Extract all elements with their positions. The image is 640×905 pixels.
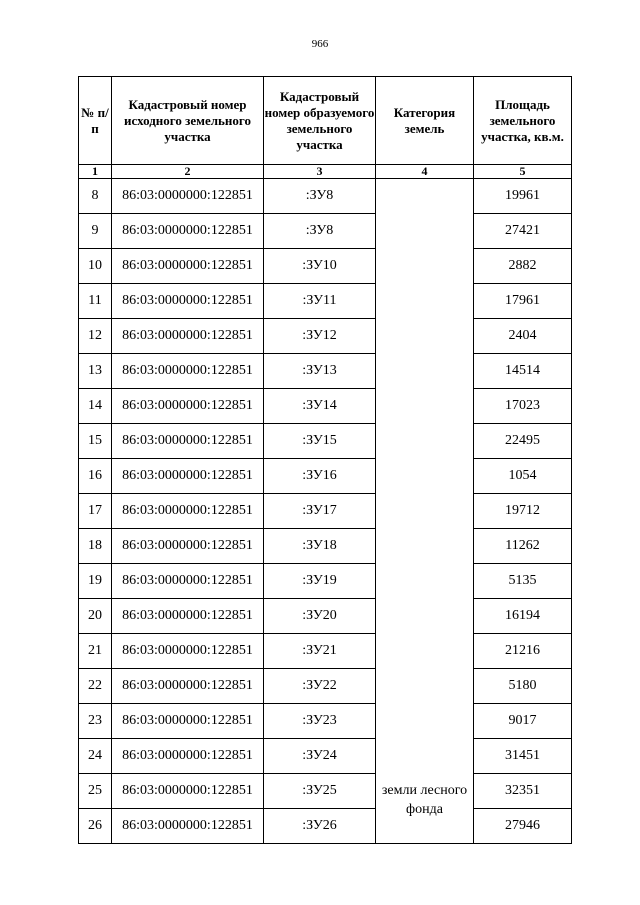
target-cadastral-number-cell: :ЗУ10 (264, 249, 376, 284)
area-cell: 27946 (474, 809, 572, 844)
table-row (79, 809, 572, 844)
table-row (79, 214, 572, 249)
source-cadastral-number-cell: 86:03:0000000:122851 (112, 669, 264, 704)
table-row (79, 529, 572, 564)
table-row (79, 354, 572, 389)
table-row (79, 564, 572, 599)
table-row (79, 459, 572, 494)
header-target-cadastral-number: Кадастровый номер образуемого земельного участка (264, 77, 376, 165)
table-row (79, 634, 572, 669)
row-number-cell: 24 (79, 739, 112, 774)
column-number: 5 (474, 165, 572, 179)
area-cell: 11262 (474, 529, 572, 564)
row-number-cell: 23 (79, 704, 112, 739)
area-cell: 9017 (474, 704, 572, 739)
column-number: 1 (79, 165, 112, 179)
source-cadastral-number-cell: 86:03:0000000:122851 (112, 774, 264, 809)
column-number: 2 (112, 165, 264, 179)
source-cadastral-number-cell: 86:03:0000000:122851 (112, 389, 264, 424)
target-cadastral-number-cell: :ЗУ16 (264, 459, 376, 494)
land-category-text: земли лесного фонда (381, 783, 468, 817)
row-number-cell: 8 (79, 179, 112, 214)
target-cadastral-number-cell: :ЗУ20 (264, 599, 376, 634)
target-cadastral-number-cell: :ЗУ8 (264, 214, 376, 249)
area-cell: 17961 (474, 284, 572, 319)
target-cadastral-number-cell: :ЗУ21 (264, 634, 376, 669)
table-body (79, 179, 572, 844)
row-number-cell: 26 (79, 809, 112, 844)
area-cell: 21216 (474, 634, 572, 669)
column-number: 4 (376, 165, 474, 179)
source-cadastral-number-cell: 86:03:0000000:122851 (112, 459, 264, 494)
area-cell: 22495 (474, 424, 572, 459)
table-row (79, 494, 572, 529)
target-cadastral-number-cell: :ЗУ23 (264, 704, 376, 739)
column-number-row (79, 165, 572, 179)
page-number: 966 (311, 38, 329, 50)
area-cell: 31451 (474, 739, 572, 774)
area-cell: 19712 (474, 494, 572, 529)
row-number-cell: 25 (79, 774, 112, 809)
source-cadastral-number-cell: 86:03:0000000:122851 (112, 214, 264, 249)
header-source-cadastral-number: Кадастровый номер исходного земельного участка (112, 77, 264, 165)
area-cell: 14514 (474, 354, 572, 389)
target-cadastral-number-cell: :ЗУ13 (264, 354, 376, 389)
target-cadastral-number-cell: :ЗУ8 (264, 179, 376, 214)
header-row-number: № п/п (79, 77, 112, 165)
table-row (79, 739, 572, 774)
row-number-cell: 18 (79, 529, 112, 564)
target-cadastral-number-cell: :ЗУ14 (264, 389, 376, 424)
row-number-cell: 14 (79, 389, 112, 424)
row-number-cell: 20 (79, 599, 112, 634)
source-cadastral-number-cell: 86:03:0000000:122851 (112, 809, 264, 844)
row-number-cell: 17 (79, 494, 112, 529)
table-header (79, 77, 572, 165)
row-number-cell: 19 (79, 564, 112, 599)
header-area: Площадь земельного участка, кв.м. (474, 77, 572, 165)
target-cadastral-number-cell: :ЗУ15 (264, 424, 376, 459)
area-cell: 5180 (474, 669, 572, 704)
source-cadastral-number-cell: 86:03:0000000:122851 (112, 599, 264, 634)
target-cadastral-number-cell: :ЗУ25 (264, 774, 376, 809)
target-cadastral-number-cell: :ЗУ24 (264, 739, 376, 774)
header-land-category: Категория земель (376, 77, 474, 165)
row-number-cell: 15 (79, 424, 112, 459)
source-cadastral-number-cell: 86:03:0000000:122851 (112, 179, 264, 214)
target-cadastral-number-cell: :ЗУ11 (264, 284, 376, 319)
source-cadastral-number-cell: 86:03:0000000:122851 (112, 529, 264, 564)
land-category-cell (376, 179, 474, 844)
area-cell: 17023 (474, 389, 572, 424)
area-cell: 2882 (474, 249, 572, 284)
source-cadastral-number-cell: 86:03:0000000:122851 (112, 564, 264, 599)
row-number-cell: 9 (79, 214, 112, 249)
source-cadastral-number-cell: 86:03:0000000:122851 (112, 739, 264, 774)
table-row (79, 284, 572, 319)
area-cell: 32351 (474, 774, 572, 809)
row-number-cell: 13 (79, 354, 112, 389)
source-cadastral-number-cell: 86:03:0000000:122851 (112, 249, 264, 284)
table-row (79, 424, 572, 459)
column-number: 3 (264, 165, 376, 179)
target-cadastral-number-cell: :ЗУ22 (264, 669, 376, 704)
source-cadastral-number-cell: 86:03:0000000:122851 (112, 284, 264, 319)
target-cadastral-number-cell: :ЗУ17 (264, 494, 376, 529)
row-number-cell: 11 (79, 284, 112, 319)
table-row (79, 179, 572, 214)
source-cadastral-number-cell: 86:03:0000000:122851 (112, 494, 264, 529)
table-row (79, 774, 572, 809)
source-cadastral-number-cell: 86:03:0000000:122851 (112, 354, 264, 389)
target-cadastral-number-cell: :ЗУ12 (264, 319, 376, 354)
source-cadastral-number-cell: 86:03:0000000:122851 (112, 704, 264, 739)
table-row (79, 389, 572, 424)
area-cell: 27421 (474, 214, 572, 249)
source-cadastral-number-cell: 86:03:0000000:122851 (112, 634, 264, 669)
table-row (79, 669, 572, 704)
area-cell: 2404 (474, 319, 572, 354)
table-row (79, 249, 572, 284)
area-cell: 16194 (474, 599, 572, 634)
table-row (79, 319, 572, 354)
area-cell: 1054 (474, 459, 572, 494)
land-plots-table (78, 76, 572, 844)
target-cadastral-number-cell: :ЗУ18 (264, 529, 376, 564)
target-cadastral-number-cell: :ЗУ26 (264, 809, 376, 844)
row-number-cell: 16 (79, 459, 112, 494)
table-row (79, 704, 572, 739)
target-cadastral-number-cell: :ЗУ19 (264, 564, 376, 599)
table-row (79, 599, 572, 634)
source-cadastral-number-cell: 86:03:0000000:122851 (112, 319, 264, 354)
area-cell: 19961 (474, 179, 572, 214)
row-number-cell: 22 (79, 669, 112, 704)
row-number-cell: 21 (79, 634, 112, 669)
row-number-cell: 10 (79, 249, 112, 284)
row-number-cell: 12 (79, 319, 112, 354)
area-cell: 5135 (474, 564, 572, 599)
source-cadastral-number-cell: 86:03:0000000:122851 (112, 424, 264, 459)
